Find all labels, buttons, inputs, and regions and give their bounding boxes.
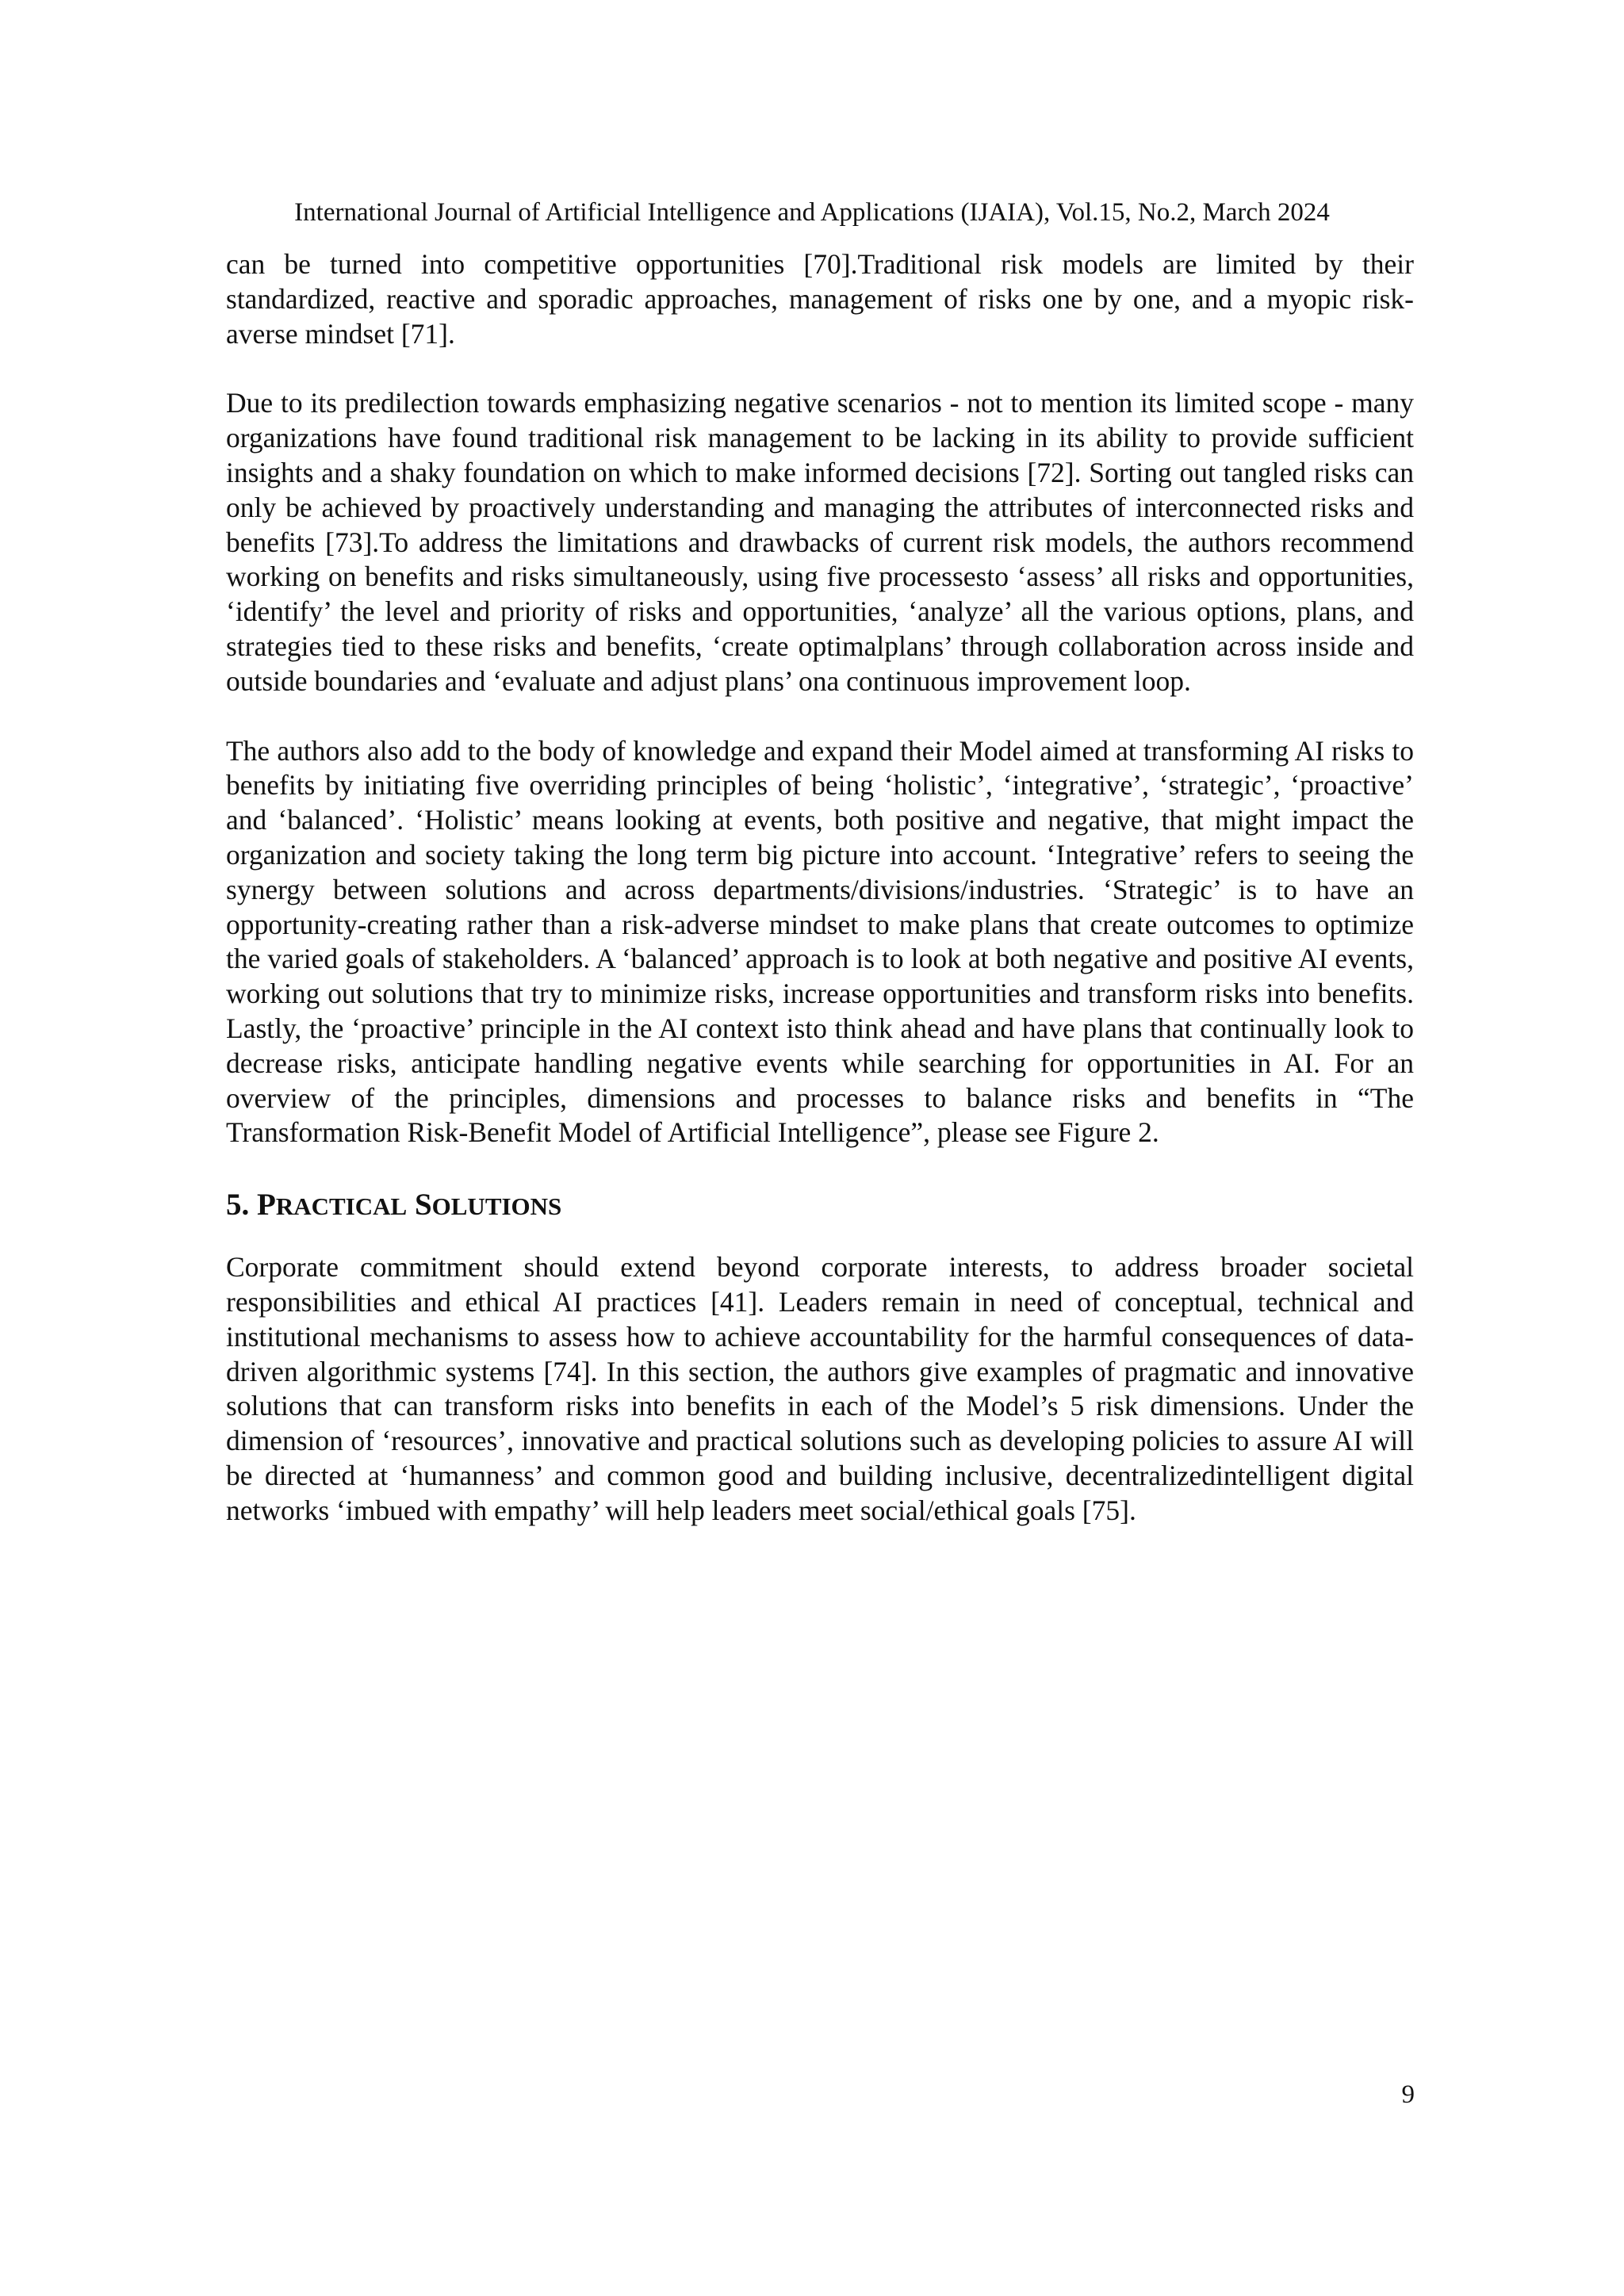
page-number: 9 [1401, 2080, 1415, 2109]
section-title-word-2: SOLUTIONS [414, 1188, 562, 1223]
article-body [226, 247, 1414, 1529]
section-title-word-1: PRACTICAL [257, 1188, 408, 1223]
body-paragraph-2: Due to its predilection towards emphasizing negative scenarios - not to mention its limited scope - many organizations have found traditional risk management to be lacking in its ability to provide sufficient insights and a shaky foundation on which to make informed decisions [72]. Sorting out tangled risks can only be achieved by proactively understanding and managing the attributes of interconnected risks and benefits [73].To address the limitations and drawbacks of current risk models, the authors recommend working on benefits and risks simultaneously, using five processesto ‘assess’ all risks and opportunities, ‘identify’ the level and priority of risks and opportunities, ‘analyze’ all the various options, plans, and strategies tied to these risks and benefits, ‘create optimalplans’ through collaboration across inside and outside boundaries and ‘evaluate and adjust plans’ ona continuous improvement loop. [226, 387, 1414, 697]
body-paragraph-3: The authors also add to the body of knowledge and expand their Model aimed at transforming AI risks to benefits by initiating five overriding principles of being ‘holistic’, ‘integrative’, ‘strategic’, ‘proactive’ and ‘balanced’. ‘Holistic’ means looking at events, both positive and negative, that might impact the organization and society taking the long term big picture into account. ‘Integrative’ refers to seeing the synergy between solutions and across departments/divisions/industries. ‘Strategic’ is to have an opportunity-creating rather than a risk-adverse mindset to make plans that create outcomes to optimize the varied goals of stakeholders. A ‘balanced’ approach is to look at both negative and positive AI events, working out solutions that try to minimize risks, increase opportunities and transform risks into benefits. Lastly, the ‘proactive’ principle in the AI context isto think ahead and have plans that continually look to decrease risks, anticipate handling negative events while searching for opportunities in AI. For an overview of the principles, dimensions and processes to balance risks and benefits in “The Transformation Risk-Benefit Model of Artificial Intelligence”, please see Figure 2. [226, 734, 1414, 1149]
section-heading [226, 1185, 1414, 1226]
section-number: 5. [226, 1188, 250, 1223]
section-paragraph: Corporate commitment should extend beyond corporate interests, to address broader societal responsibilities and ethical AI practices [41]. Leaders remain in need of conceptual, technical and institutional mechanisms to assess how to achieve accountability for the harmful consequences of data-driven algorithmic systems [74]. In this section, the authors give examples of pragmatic and innovative solutions that can transform risks into benefits in each of the Model’s 5 risk dimensions. Under the dimension of ‘resources’, innovative and practical solutions such as developing policies to assure AI will be directed at ‘humanness’ and common good and building inclusive, decentralizedintelligent digital networks ‘imbued with empathy’ will help leaders meet social/ethical goals [75]. [226, 1251, 1414, 1526]
body-paragraph-1: can be turned into competitive opportunities [70].Traditional risk models are limited by their standardized, reactive and sporadic approaches, management of risks one by one, and a myopic risk-averse mindset [71]. [226, 248, 1414, 350]
running-header: International Journal of Artificial Intelligence and Applications (IJAIA), Vol.15, No.2, March 2024 [294, 198, 1330, 227]
